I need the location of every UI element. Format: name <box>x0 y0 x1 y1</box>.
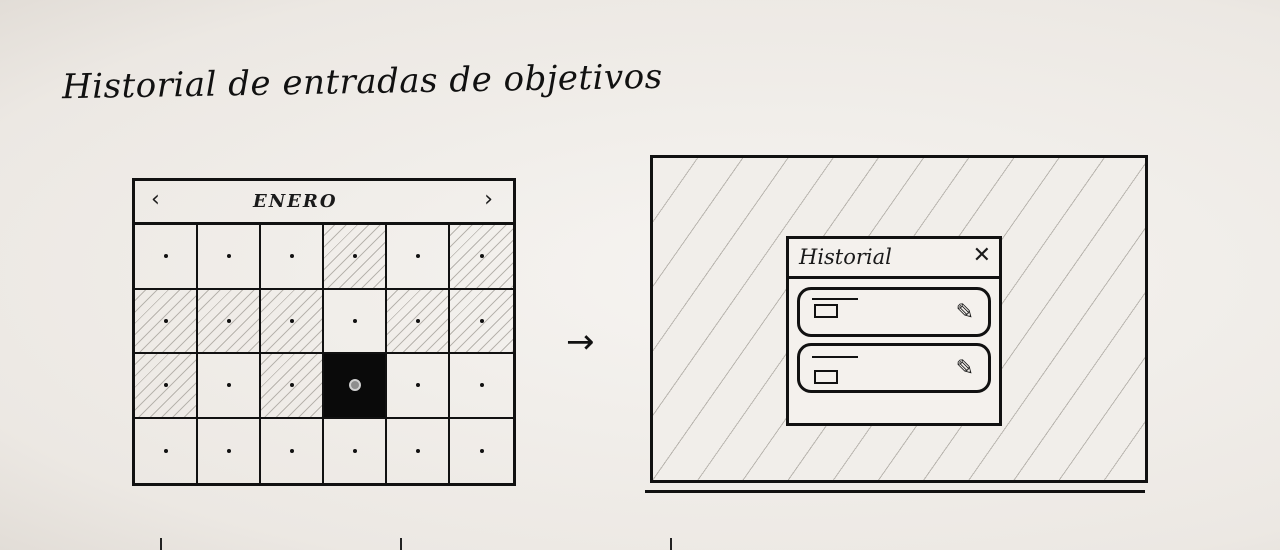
calendar-month-label: ENERO <box>253 191 338 212</box>
chevron-right-icon[interactable]: › <box>481 187 495 212</box>
calendar-day[interactable] <box>450 419 513 484</box>
entry-dot-icon <box>353 319 357 323</box>
entry-dot-icon <box>290 319 294 323</box>
entry-dot-icon <box>349 379 361 391</box>
calendar-day[interactable] <box>387 290 450 355</box>
entry-dot-icon <box>227 449 231 453</box>
entry-dot-icon <box>227 319 231 323</box>
entry-dot-icon <box>416 383 420 387</box>
modal-header <box>789 239 999 279</box>
history-entry[interactable] <box>797 287 991 337</box>
calendar-day[interactable] <box>198 354 261 419</box>
edit-pencil-icon[interactable]: ✎ <box>955 300 974 325</box>
calendar-day[interactable] <box>198 225 261 290</box>
calendar-day[interactable] <box>261 419 324 484</box>
arrow-right-icon: → <box>566 322 595 362</box>
entry-dot-icon <box>480 449 484 453</box>
entry-dot-icon <box>227 383 231 387</box>
entry-dot-icon <box>353 449 357 453</box>
calendar <box>132 178 516 486</box>
modal-title: Historial <box>799 245 892 269</box>
entry-dot-icon <box>227 254 231 258</box>
entry-dot-icon <box>353 254 357 258</box>
edit-pencil-icon[interactable]: ✎ <box>955 356 974 381</box>
calendar-day[interactable] <box>135 225 198 290</box>
entry-dot-icon <box>164 383 168 387</box>
calendar-day[interactable] <box>261 225 324 290</box>
calendar-day[interactable] <box>324 419 387 484</box>
entry-dot-icon <box>290 254 294 258</box>
entry-value-box <box>814 370 838 384</box>
calendar-day[interactable] <box>324 225 387 290</box>
calendar-day[interactable] <box>198 290 261 355</box>
entry-dot-icon <box>164 319 168 323</box>
calendar-day[interactable] <box>135 354 198 419</box>
entry-dot-icon <box>480 383 484 387</box>
entry-dot-icon <box>416 449 420 453</box>
entry-dot-icon <box>416 254 420 258</box>
entry-dot-icon <box>416 319 420 323</box>
calendar-day[interactable] <box>198 419 261 484</box>
history-modal <box>786 236 1002 426</box>
close-icon[interactable]: ✕ <box>972 243 991 268</box>
calendar-day[interactable] <box>324 290 387 355</box>
page-title: Historial de entradas de objetivos <box>61 56 663 108</box>
calendar-day[interactable] <box>387 419 450 484</box>
calendar-day[interactable] <box>387 354 450 419</box>
screen-base-line <box>645 490 1145 493</box>
calendar-header <box>135 181 513 225</box>
history-entry[interactable] <box>797 343 991 393</box>
entry-text-line <box>812 298 858 300</box>
entry-dot-icon <box>290 383 294 387</box>
calendar-grid <box>135 225 513 483</box>
calendar-day[interactable] <box>450 354 513 419</box>
calendar-day[interactable] <box>135 419 198 484</box>
entry-value-box <box>814 304 838 318</box>
entry-dot-icon <box>480 319 484 323</box>
calendar-day[interactable] <box>450 225 513 290</box>
calendar-day[interactable] <box>261 354 324 419</box>
entry-dot-icon <box>164 254 168 258</box>
entry-dot-icon <box>480 254 484 258</box>
entry-dot-icon <box>164 449 168 453</box>
calendar-day[interactable] <box>450 290 513 355</box>
calendar-day[interactable] <box>261 290 324 355</box>
bottom-pen-marks <box>160 536 760 550</box>
calendar-day[interactable] <box>135 290 198 355</box>
entry-text-line <box>812 356 858 358</box>
calendar-day-selected[interactable] <box>324 354 387 419</box>
chevron-left-icon[interactable]: ‹ <box>149 187 163 212</box>
entry-dot-icon <box>290 449 294 453</box>
calendar-day[interactable] <box>387 225 450 290</box>
